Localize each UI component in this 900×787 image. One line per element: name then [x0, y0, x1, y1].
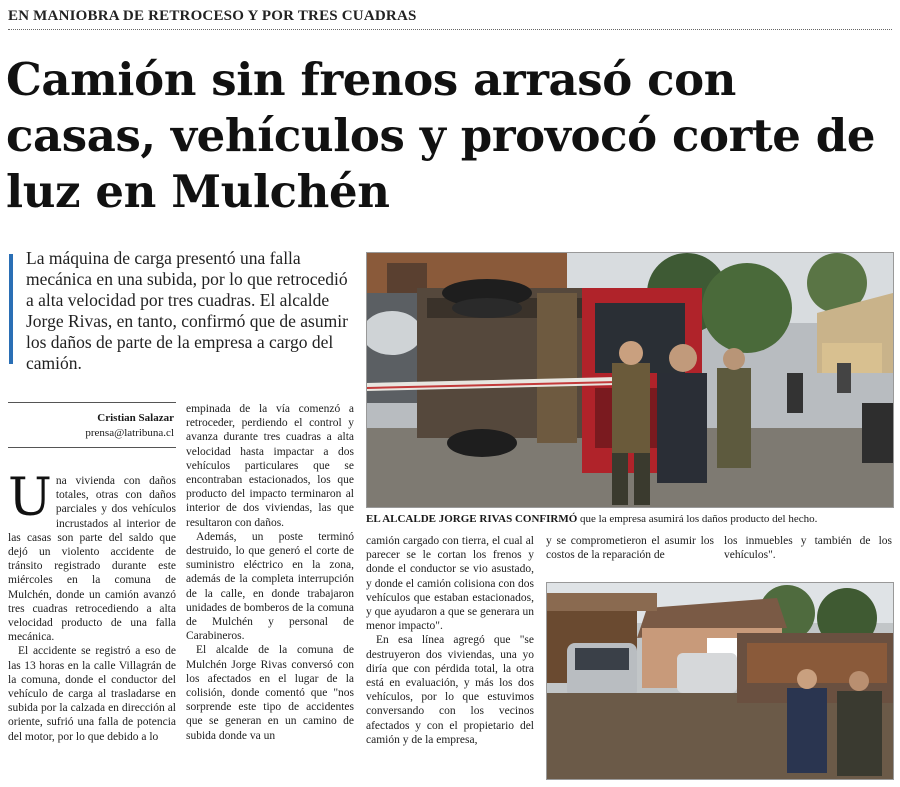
secondary-photo: [546, 582, 894, 780]
lead-accent-bar: [9, 254, 13, 364]
byline-author: Cristian Salazar: [97, 412, 174, 424]
drop-cap: U: [8, 468, 52, 528]
byline: [8, 402, 176, 448]
article-paragraph: En esa línea agregó que "se destruyeron dos viviendas, una yo diría que con pérdida total, la otra está en evaluación, y más los dos vehículos, por lo que estuvimos conversando con los vecinos afectados y con el propietario del camión y de la empresa,: [366, 634, 534, 746]
article-paragraph: [8, 468, 176, 644]
headline: Camión sin frenos arrasó con casas, vehículos y provocó corte de luz en Mulchén: [6, 53, 876, 218]
main-photo: [366, 252, 894, 508]
article-paragraph: camión cargado con tierra, el cual al parecer se le cortan los frenos y donde el conductor se vio asustado, y donde el camión colisiona con dos vehículos que estaban estacionados, y que ayudaron a que se generara un menor impacto".: [366, 535, 534, 633]
caption-text: que la empresa asumirá los daños producto del hecho.: [577, 513, 818, 525]
section-kicker: EN MANIOBRA DE RETROCESO Y POR TRES CUADRAS: [8, 8, 892, 30]
article-paragraph: y se comprometieron el asumir los costos de la reparación de: [546, 535, 714, 562]
lead-paragraph: La máquina de carga presentó una falla mecánica en una subida, por lo que retrocedió a alta velocidad por tres cuadras. El alcalde Jorge Rivas, en tanto, confirmó que de asumir los daños de parte de la empresa a cargo del camión.: [26, 248, 348, 373]
main-photo-caption: [366, 512, 892, 526]
article-column-1: [8, 468, 176, 744]
article-paragraph: El alcalde de la comuna de Mulchén Jorge Rivas conversó con los afectados en el lugar de la colisión, donde comentó que "nos sorprende este tipo de accidentes que se generan en un camino de subida donde va un: [186, 644, 354, 742]
article-column-3: [366, 534, 534, 747]
article-paragraph: Además, un poste terminó destruido, lo que generó el corte de suministro eléctrico en la zona, además de la completa interrupción de la calle, en donde trabajaron unidades de bomberos de la comuna de Mulchén y personal de Carabineros.: [186, 530, 354, 643]
article-paragraph: empinada de la vía comenzó a retroceder, perdiendo el control y avanza durante tres cuadras a alta velocidad hasta impactar a dos vehículos particulares que se encontraban estacionados, los que producto del impacto terminaron al interior de dos viviendas, las que resultaron con daños.: [186, 403, 354, 529]
paragraph-text: na vivienda con daños totales, otras con daños parciales y dos vehículos incrustados al interior de las casas son parte del saldo que dejó un violento accidente de tránsito registrado durante este miércoles en la comuna de Mulchén, donde un camión avanzó tres cuadras retrocediendo a alta velocidad producto de una falla mecánica.: [8, 475, 176, 644]
truck-photo-illustration: [367, 253, 893, 507]
article-paragraph: los inmuebles y también de los vehículos".: [724, 535, 892, 562]
byline-email: prensa@latribuna.cl: [85, 427, 174, 439]
article-column-4: [546, 534, 714, 562]
article-column-2: [186, 402, 354, 743]
house-damage-illustration: [547, 583, 893, 779]
article-column-5: [724, 534, 892, 562]
article-paragraph: El accidente se registró a eso de las 13 horas en la calle Villagrán de la comuna, donde el conductor del vehículo de carga al trasladarse en subida por la calzada en dirección al oriente, sufrió una falla de potencia del motor, por lo que debido a lo: [8, 645, 176, 743]
caption-emphasis: EL ALCALDE JORGE RIVAS CONFIRMÓ: [366, 513, 578, 525]
